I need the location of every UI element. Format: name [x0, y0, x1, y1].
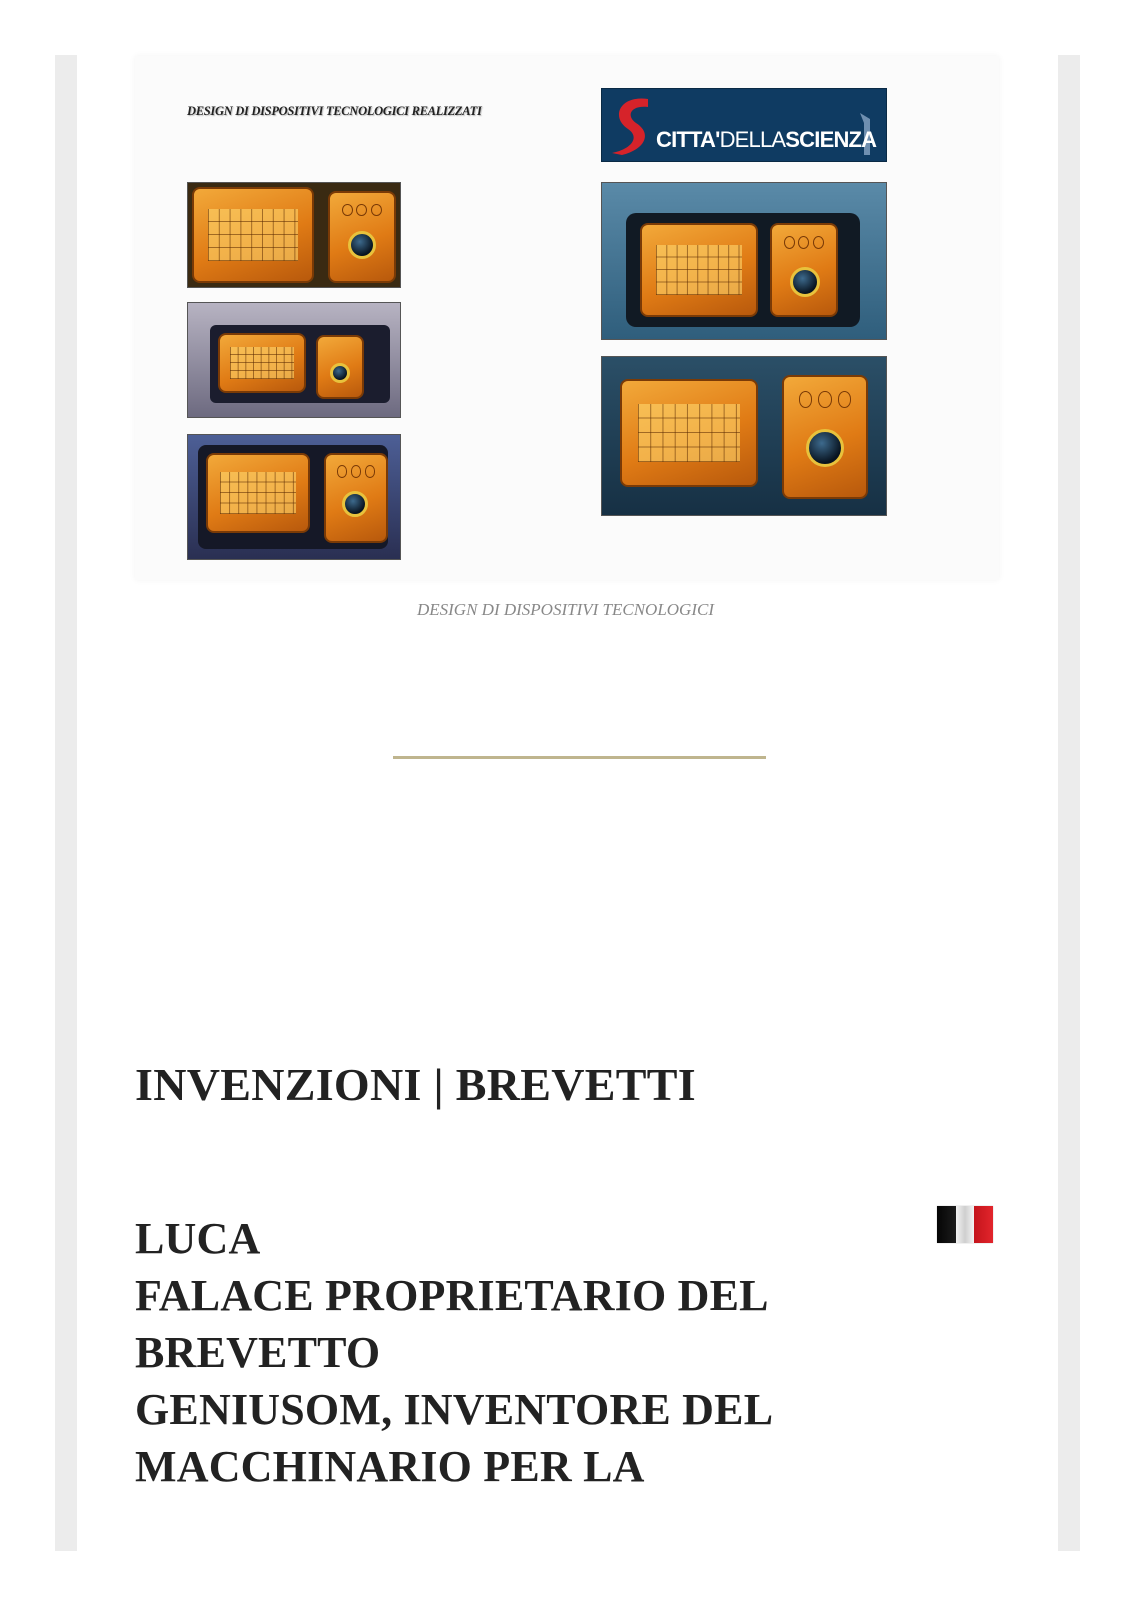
- device-photo-2: [187, 302, 401, 418]
- device-photo-1: [187, 182, 401, 288]
- device-photo-4: [601, 182, 887, 340]
- bio-line: MACCHINARIO PER LA: [135, 1442, 645, 1491]
- devices-poster-image: [135, 56, 999, 580]
- bio-line: BREVETTO: [135, 1328, 381, 1377]
- logo-text: CITTA'DELLASCIENZA: [656, 127, 877, 152]
- bio-line: GENIUSOM, INVENTORE DEL: [135, 1385, 774, 1434]
- bio-heading: [135, 1210, 915, 1495]
- device-photo-5: [601, 356, 887, 516]
- image-caption: DESIGN DI DISPOSITIVI TECNOLOGICI: [416, 600, 714, 619]
- bio-line: LUCA: [135, 1214, 261, 1263]
- citta-della-scienza-logo: [601, 88, 887, 162]
- poster-header-text: DESIGN DI DISPOSITIVI TECNOLOGICI REALIZZATI: [187, 104, 482, 118]
- section-divider: [393, 756, 766, 759]
- section-heading: INVENZIONI | BREVETTI: [135, 1059, 696, 1110]
- bio-line: FALACE PROPRIETARIO DEL: [135, 1271, 769, 1320]
- device-photo-3: [187, 434, 401, 560]
- page-frame-right: [1058, 55, 1080, 1551]
- italian-flag-icon[interactable]: [937, 1206, 993, 1243]
- page-frame-left: [55, 55, 77, 1551]
